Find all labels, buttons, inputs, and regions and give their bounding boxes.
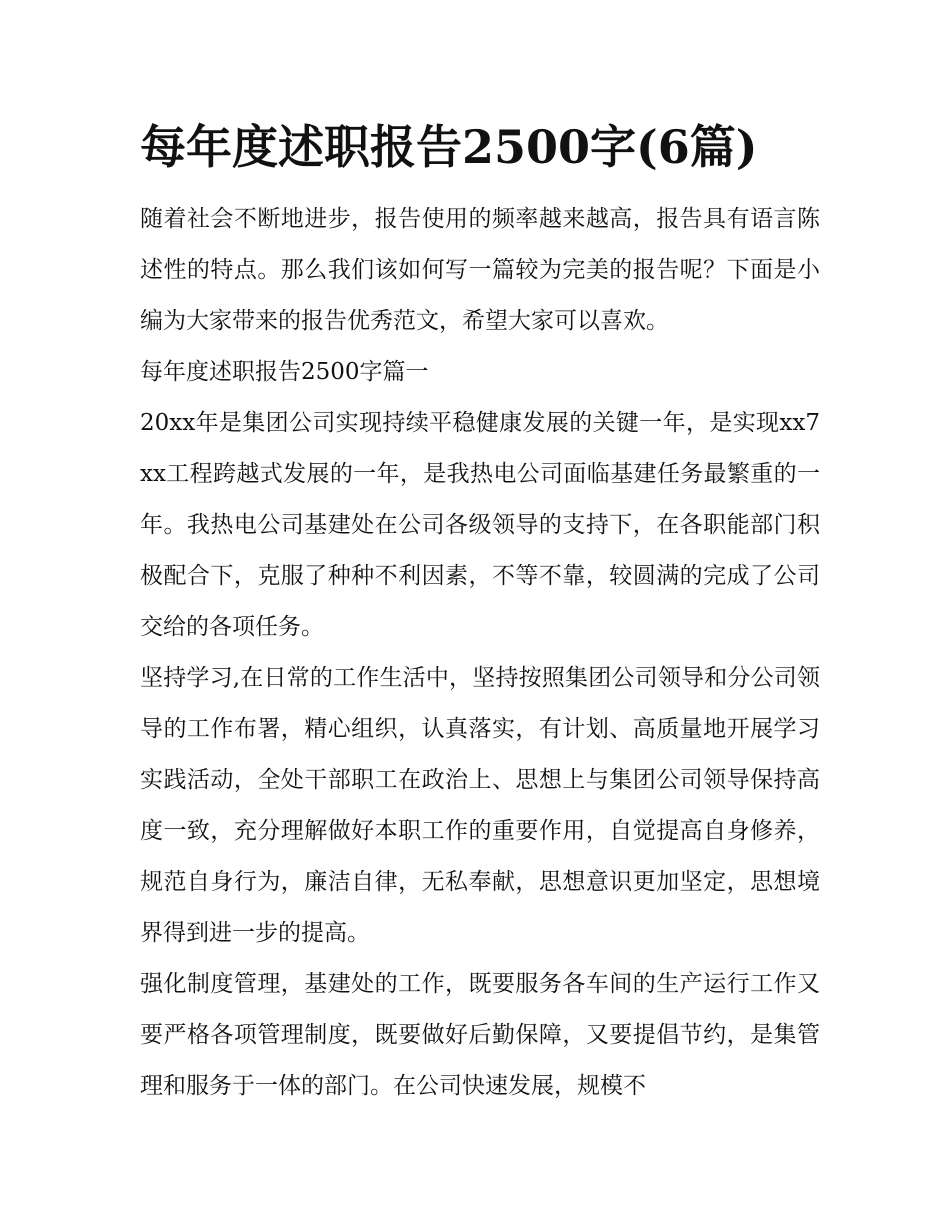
body-paragraph: 20xx年是集团公司实现持续平稳健康发展的关键一年，是实现xx7xx工程跨越式发展的一年，是我热电公司面临基建任务最繁重的一年。我热电公司基建处在公司各级领导的支持下，在各职能部门积极配合下，克服了种种不利因素，不等不靠，较圆满的完成了公司交给的各项任务。 bbox=[140, 410, 820, 640]
body-paragraph: 强化制度管理，基建处的工作，既要服务各车间的生产运行工作又要严格各项管理制度，既要做好后勤保障，又要提倡节约，是集管理和服务于一体的部门。在公司快速发展，规模不 bbox=[140, 971, 820, 1099]
intro-paragraph: 随着社会不断地进步，报告使用的频率越来越高，报告具有语言陈述性的特点。那么我们该如何写一篇较为完美的报告呢？下面是小编为大家带来的报告优秀范文，希望大家可以喜欢。 bbox=[140, 206, 820, 334]
document-title: 每年度述职报告2500字(6篇) bbox=[140, 120, 758, 174]
section-heading: 每年度述职报告2500字篇一 bbox=[140, 359, 429, 385]
document-page bbox=[140, 112, 820, 1112]
body-paragraph: 坚持学习,在日常的工作生活中，坚持按照集团公司领导和分公司领导的工作布署，精心组织，认真落实，有计划、高质量地开展学习实践活动，全处干部职工在政治上、思想上与集团公司领导保持高度一致，充分理解做好本职工作的重要作用，自觉提高自身修养，规范自身行为，廉洁自律，无私奉献，思想意识更加坚定，思想境界得到进一步的提高。 bbox=[140, 665, 820, 946]
